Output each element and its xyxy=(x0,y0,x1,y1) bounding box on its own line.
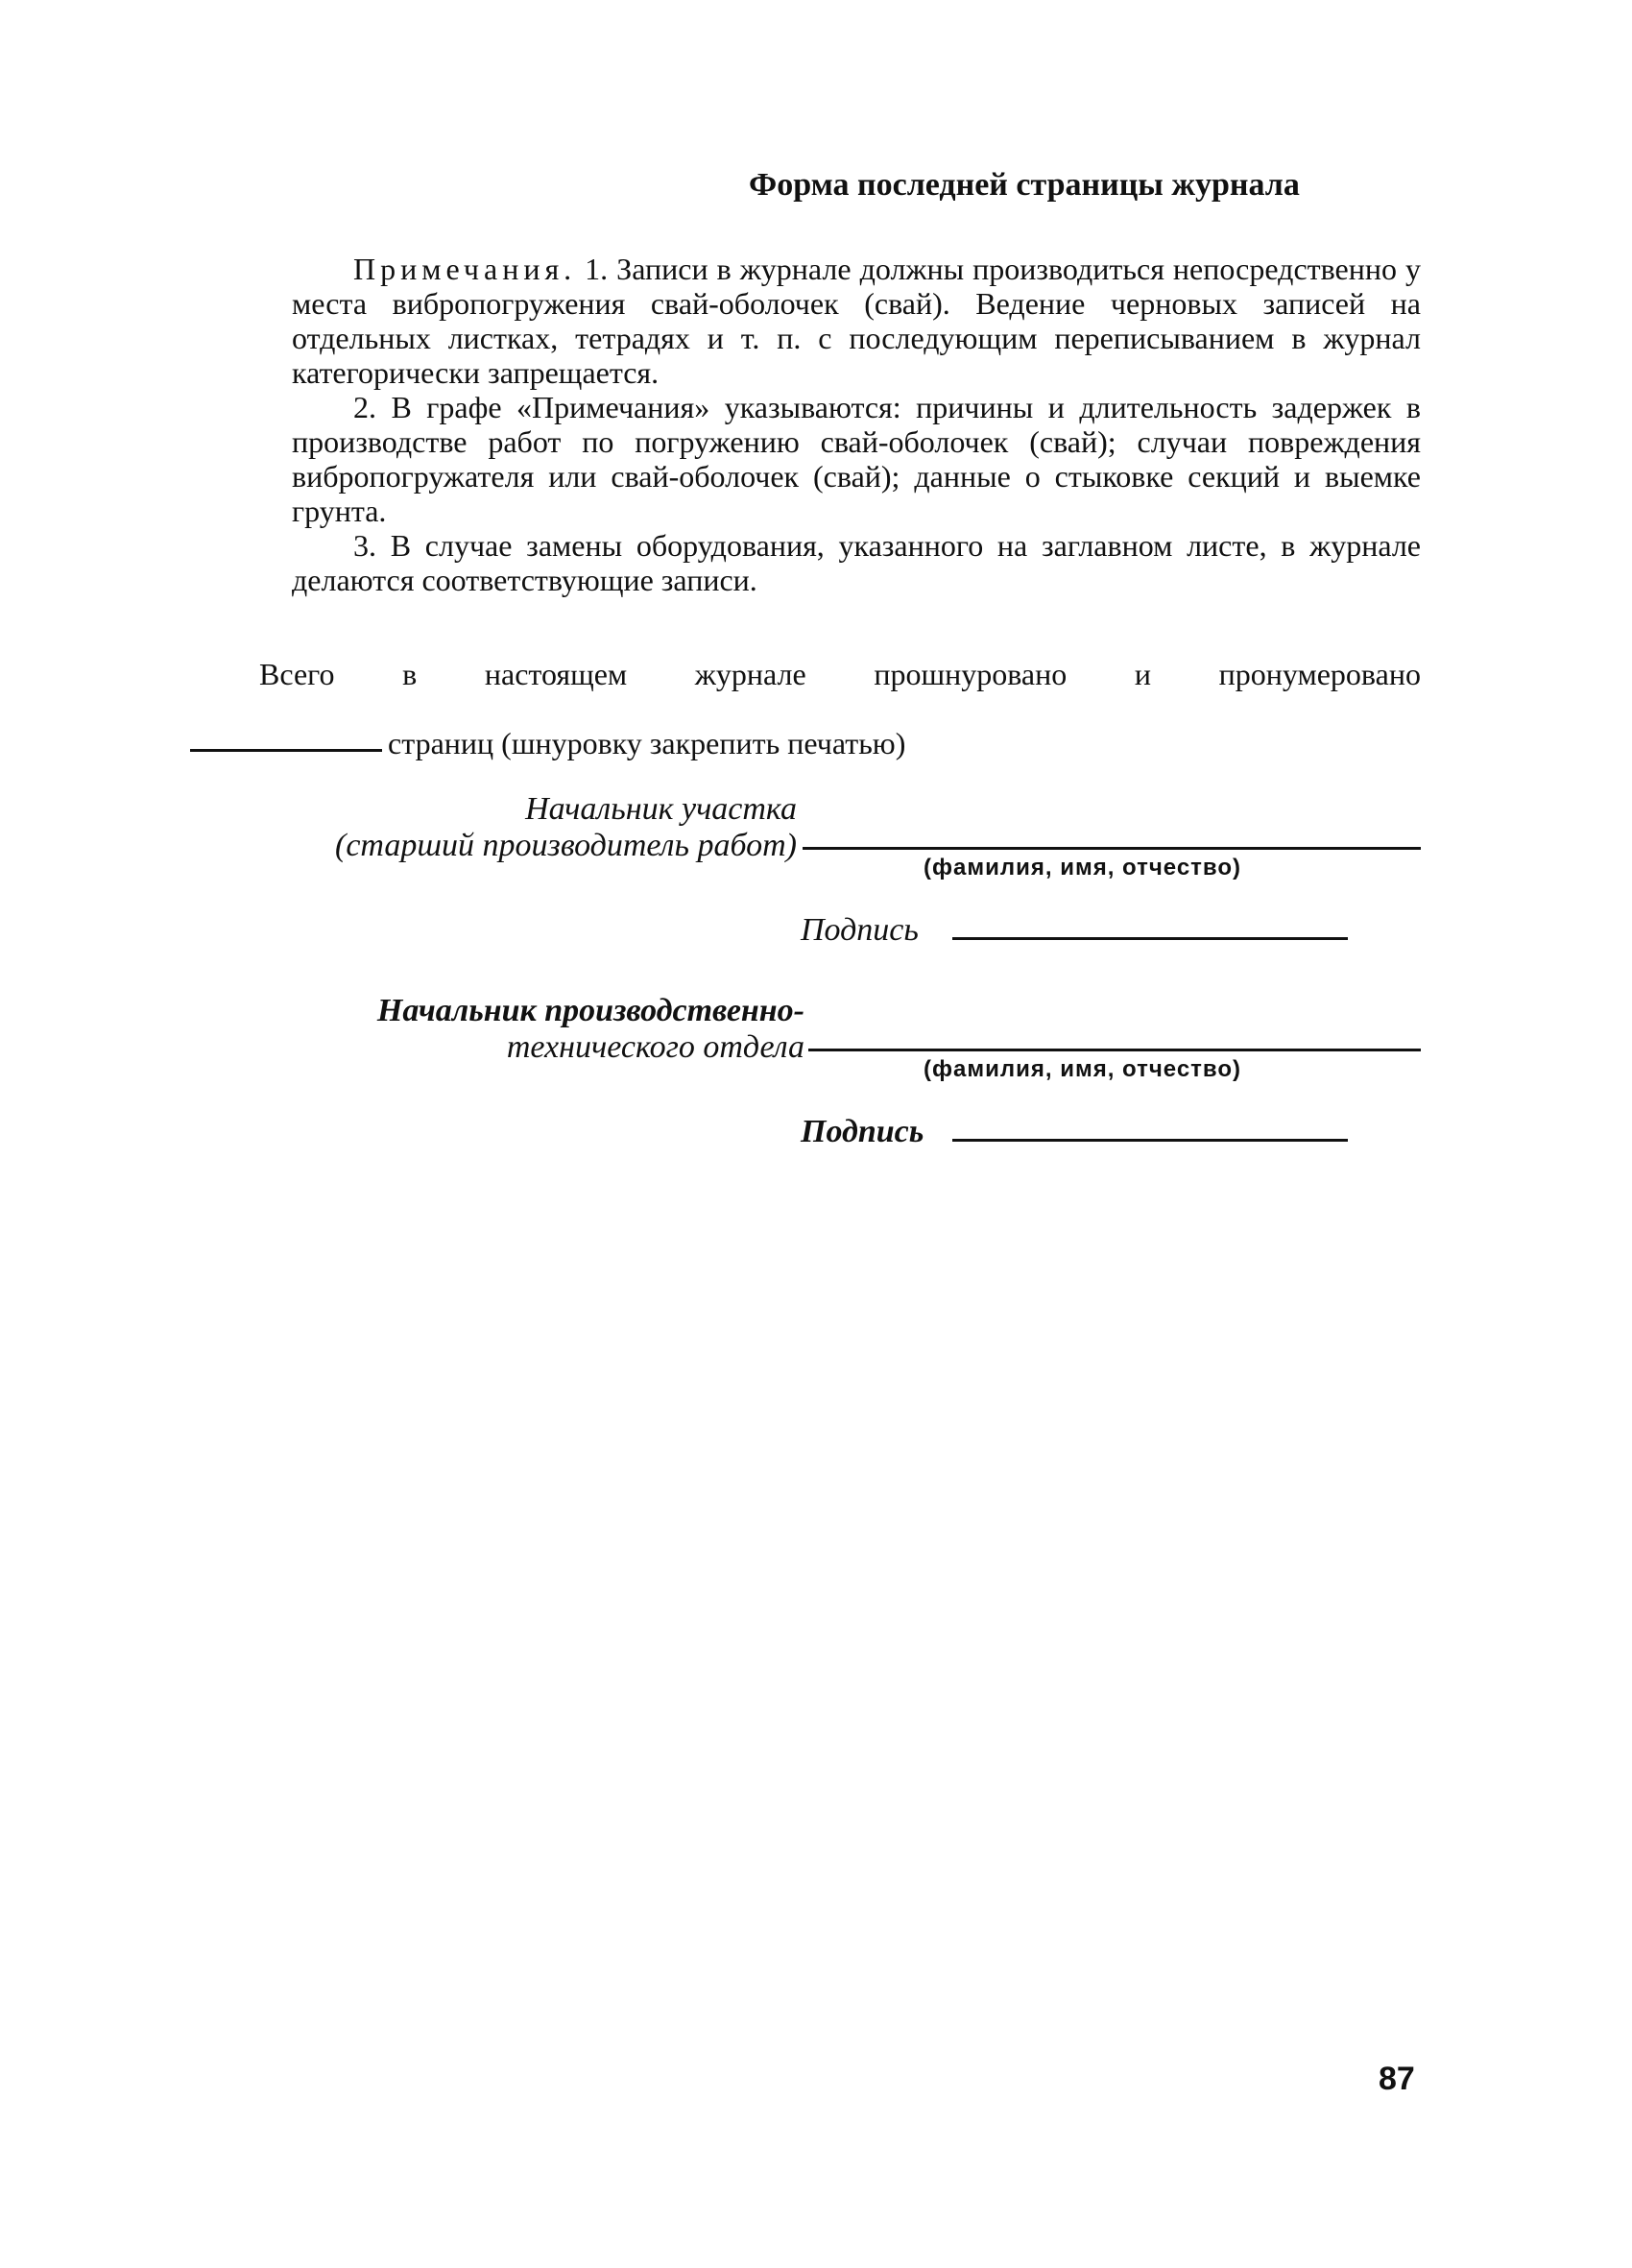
binding-word: журнале xyxy=(694,657,806,691)
form-title: Форма последней страницы журнала xyxy=(749,167,1300,203)
binding-statement-line xyxy=(259,657,1421,692)
binding-word: пронумеровано xyxy=(1218,657,1421,691)
pages-count-text: страниц (шнуровку закрепить печатью) xyxy=(388,726,906,760)
signature-title-line2: технического отдела xyxy=(506,1029,804,1065)
binding-word: прошнуровано xyxy=(874,657,1068,691)
note-item-1-text: 1. Записи в журнале должны производиться непосредственно у места вибропогружения свай-оболочек (свай). Ведение черновых записей на отдельных листках, тетрадях и т. п. с последующим переписыванием в журнал категорически запрещается. xyxy=(292,252,1422,390)
pages-count-line xyxy=(190,726,905,761)
signature-title-line2: (старший производитель работ) xyxy=(335,828,797,863)
notes-section xyxy=(292,252,1421,597)
binding-word: и xyxy=(1134,657,1151,691)
note-item-2: 2. В графе «Примечания» указываются: причины и длительность задержек в производстве работ по погружению свай-оболочек (свай); случаи повреждения вибропогружателя или свай-оболочек (свай); данные о стыковке секций и выемке грунта. xyxy=(292,390,1421,528)
signature-label-technical-head: Подпись xyxy=(801,1114,924,1149)
note-item-1 xyxy=(292,252,1421,390)
name-line-technical-head xyxy=(808,1049,1421,1051)
name-line-site-chief xyxy=(803,847,1421,850)
page-number: 87 xyxy=(1379,2061,1415,2097)
signature-block-site-chief xyxy=(259,791,797,864)
binding-word: настоящем xyxy=(484,657,628,691)
name-caption-technical-head: (фамилия, имя, отчество) xyxy=(924,1056,1242,1082)
signature-label-site-chief: Подпись xyxy=(801,912,919,948)
binding-word: Всего xyxy=(259,657,335,691)
binding-word: в xyxy=(402,657,418,691)
signature-line-site-chief xyxy=(952,937,1348,940)
note-item-3: 3. В случае замены оборудования, указанного на заглавном листе, в журнале делаются соответствующие записи. xyxy=(292,528,1421,597)
name-caption-site-chief: (фамилия, имя, отчество) xyxy=(924,855,1242,881)
signature-title-line1: Начальник производственно- xyxy=(376,993,804,1028)
notes-heading: Примечания. xyxy=(353,252,577,286)
pages-count-blank xyxy=(190,749,382,752)
signature-line-technical-head xyxy=(952,1139,1348,1142)
signature-title-line1: Начальник участка xyxy=(525,791,797,827)
signature-block-technical-head xyxy=(259,993,804,1066)
